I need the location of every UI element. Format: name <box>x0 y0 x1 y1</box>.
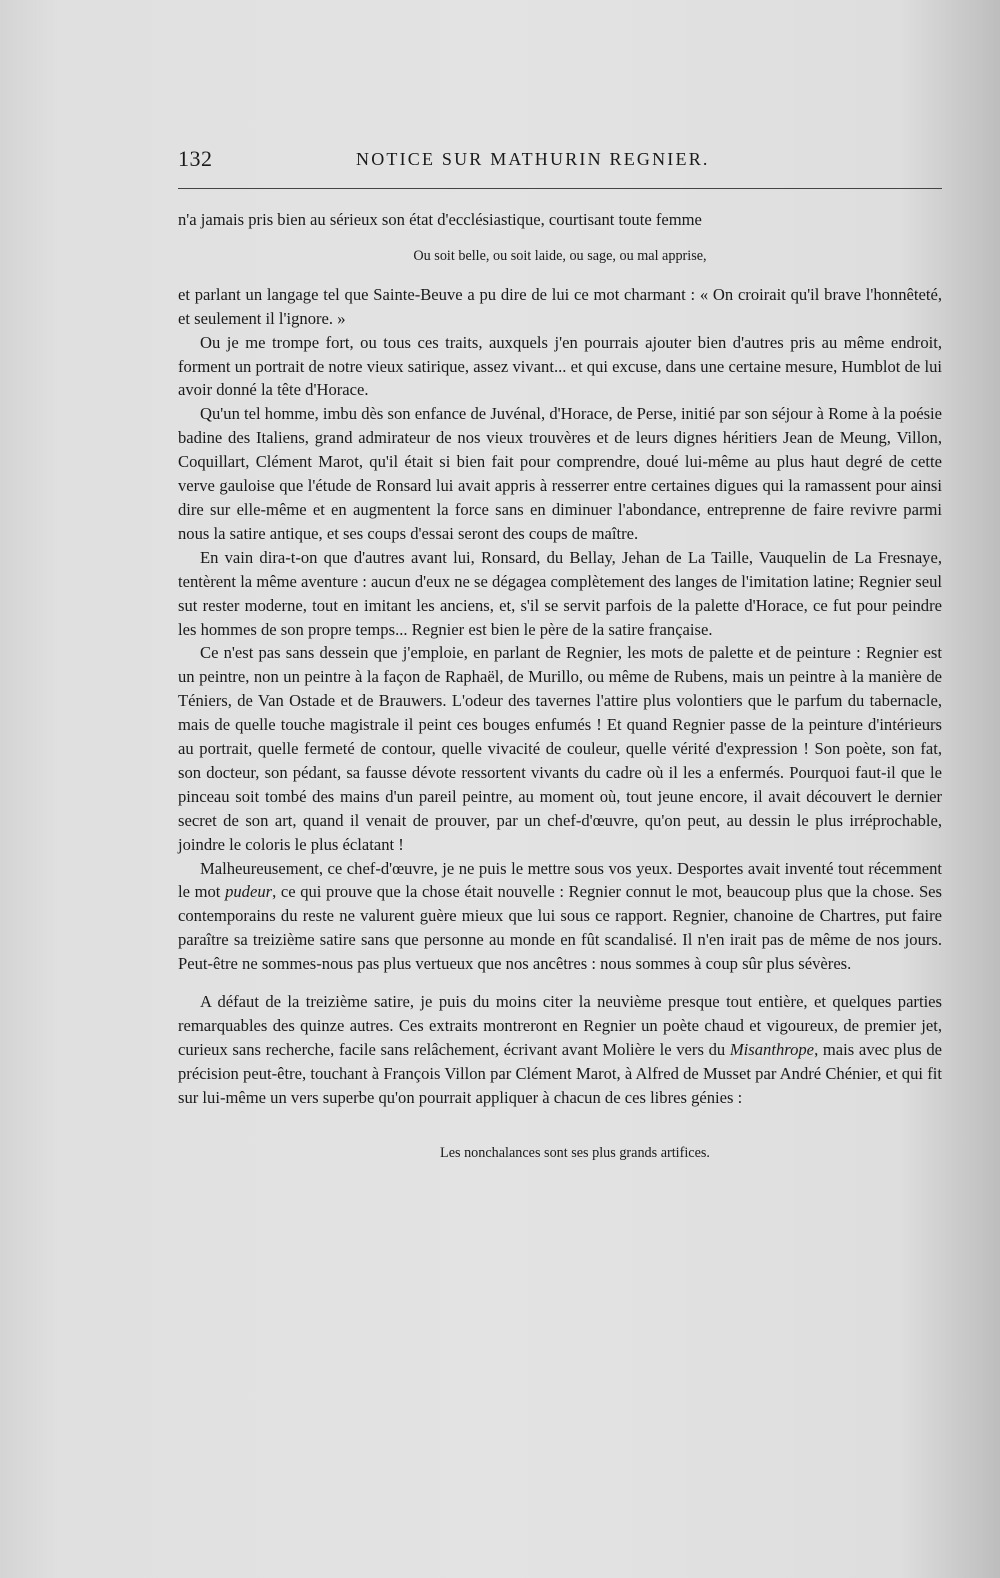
running-title: NOTICE SUR MATHURIN REGNIER. <box>356 149 710 169</box>
verse-quotation-2: Les nonchalances sont ses plus grands artifices. <box>440 1144 710 1161</box>
body-text <box>178 208 942 1180</box>
paragraph-8-part-1: A défaut de la treizième satire, je puis du moins citer la neuvième presque tout entière, et quelques parties remarquables des quinze autres. Ces extraits montreront en Regnier un poète chaud et vigoureux, de premier jet, curieux sans recherche, facile sans relâchement, écrivant avant Molière le vers du <box>178 992 942 1059</box>
page-number: 132 <box>178 146 213 171</box>
paragraph-2: et parlant un langage tel que Sainte-Beuve a pu dire de lui ce mot charmant : « On croirait qu'il brave l'honnêteté, et seulement il l'ignore. » <box>178 284 942 328</box>
paragraph-3: Ou je me trompe fort, ou tous ces traits, auxquels j'en pourrais ajouter bien d'autres pris au même endroit, forment un portrait de notre vieux satirique, assez vivant... et qui excuse, dans une certaine mesure, Humblot de lui avoir donné la tête d'Horace. <box>178 332 942 400</box>
paragraph-8 <box>178 990 942 1110</box>
paragraph-8-italic-title: Misanthrope <box>729 1039 815 1059</box>
paragraph-6: Ce n'est pas sans dessein que j'emploie, en parlant de Regnier, les mots de palette et de peinture : Regnier est un peintre, non un peintre à la façon de Raphaël, de Murillo, ou même de Rubens, mais un peintre à la manière de Téniers, de Van Ostade et de Brauwers. L'odeur des tavernes l'attire plus volontiers que le parfum du tabernacle, mais de quelle touche magistrale il peint ces bouges enfumés ! Et quand Regnier passe de la peinture d'intérieurs au portrait, quelle fermeté de contour, quelle vivacité de couleur, quelle vérité d'expression ! Son poète, son fat, son docteur, son pédant, sa fausse dévote ressortent vivants du cadre où il les a enfermés. Pourquoi faut-il que le pinceau soit tombé des mains d'un pareil peintre, au moment où, tout jeune encore, il avait découvert le dernier secret de son art, quand il venait de prouver, par un chef-d'œuvre, qu'on peut, au dessin le plus irréprochable, joindre le coloris le plus éclatant ! <box>178 643 942 854</box>
paragraph-7-part-2: , ce qui prouve que la chose était nouvelle : Regnier connut le mot, beaucoup plus que la chose. Ses contemporains du reste ne valurent guère mieux que lui sous ce rapport. Regnier, chanoine de Chartres, put faire paraître sa treizième satire sans que personne au monde en fût scandalisé. Il n'en irait pas de même de nos jours. Peut-être ne sommes-nous pas plus vertueux que nos ancêtres : nous sommes à coup sûr plus sévères. <box>178 882 943 974</box>
paragraph-1: n'a jamais pris bien au sérieux son état d'ecclésiastique, courtisant toute femme <box>178 210 702 229</box>
paragraph-8-part-2: , mais avec plus de précision peut-être, touchant à François Villon par Clément Marot, à Alfred de Musset par André Chénier, et qui fit sur lui-même un vers superbe qu'on pourrait appliquer à chacun de ces libres génies : <box>178 1039 942 1107</box>
paragraph-7 <box>178 857 942 977</box>
paragraph-5: En vain dira-t-on que d'autres avant lui, Ronsard, du Bellay, Jehan de La Taille, Vauquelin de La Fresnaye, tentèrent la même aventure : aucun d'eux ne se dégagea complètement des langes de l'imitation latine; Regnier seul sut rester moderne, tout en imitant les anciens, et, s'il se servit parfois de la palette d'Horace, ce fut pour peindre les hommes de son propre temps... Regnier est bien le père de la satire française. <box>178 547 942 639</box>
verse-quotation-1: Ou soit belle, ou soit laide, ou sage, ou mal apprise, <box>413 247 707 264</box>
page-header <box>178 146 942 180</box>
paragraph-7-italic-word: pudeur <box>225 882 273 902</box>
header-rule <box>178 188 942 189</box>
paragraph-4: Qu'un tel homme, imbu dès son enfance de Juvénal, d'Horace, de Perse, initié par son séjour à Rome à la poésie badine des Italiens, grand admirateur de nos vieux trouvères et de leurs dignes héritiers Jean de Meung, Villon, Coquillart, Clément Marot, qu'il était si bien fait pour comprendre, doué lui-même au plus haut degré de cette verve gauloise que l'étude de Ronsard lui avait appris à resserrer entre certaines digues qui la ramassent pour ainsi dire sur elle-même et en augmentent la force sans en diminuer l'abondance, entreprenne de faire revivre parmi nous la satire antique, et ses coups d'essai seront des coups de maître. <box>178 404 942 543</box>
paragraph-7-part-1: Malheureusement, ce chef-d'œuvre, je ne puis le mettre sous vos yeux. Desportes avait inventé tout récemment le mot <box>178 858 942 902</box>
